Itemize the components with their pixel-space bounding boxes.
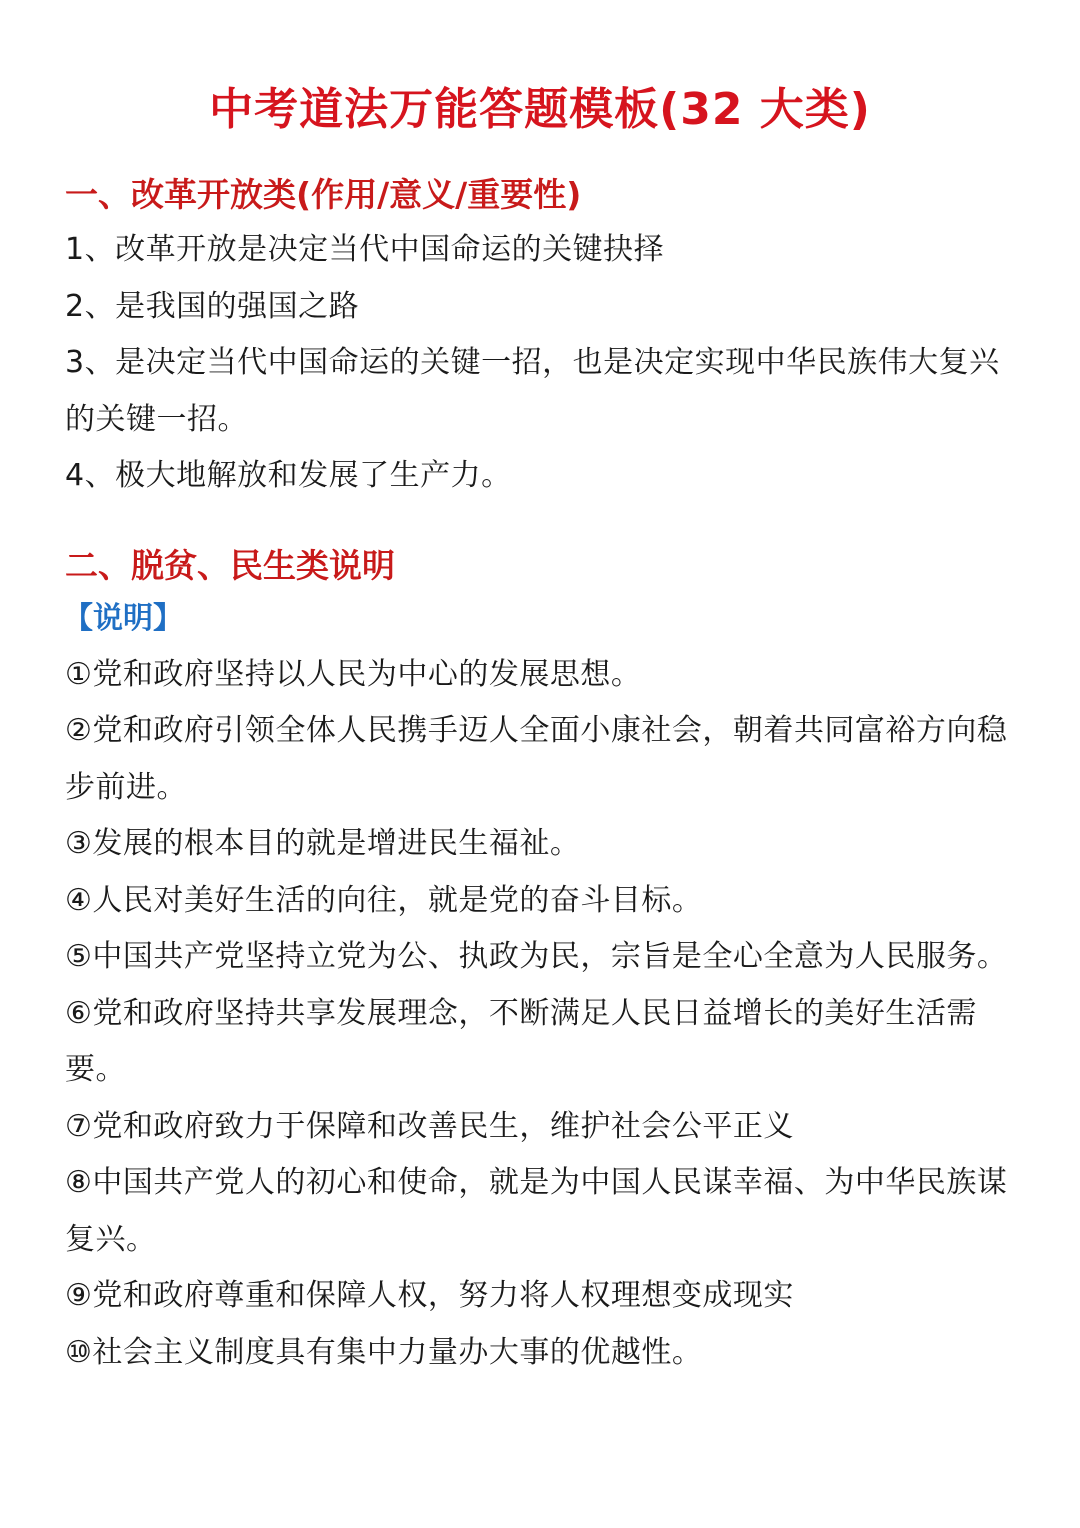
explanation-label: 【说明】 — [63, 600, 183, 636]
answer-list — [65, 647, 1015, 1382]
list-item: ②党和政府引领全体人民携手迈人全面小康社会，朝着共同富裕方向稳步前进。 — [65, 713, 1008, 805]
list-item: ⑥党和政府坚持共享发展理念，不断满足人民日益增长的美好生活需要。 — [65, 995, 977, 1087]
section-heading: 二、脱贫、民生类说明 — [65, 545, 395, 585]
list-item: ⑦党和政府致力于保障和改善民生，维护社会公平正义 — [65, 1108, 794, 1144]
section-poverty-livelihood — [65, 541, 1015, 1382]
list-item: 4、极大地解放和发展了生产力。 — [65, 458, 512, 493]
section-reform-opening — [65, 170, 1015, 505]
document-title: 中考道法万能答题模板(32 大类) — [209, 84, 871, 135]
answer-list — [65, 222, 1015, 505]
section-heading: 一、改革开放类(作用/意义/重要性) — [65, 175, 582, 214]
list-item: ⑤中国共产党坚持立党为公、执政为民，宗旨是全心全意为人民服务。 — [65, 939, 1008, 974]
list-item: ③发展的根本目的就是增进民生福祉。 — [65, 826, 581, 861]
list-item: 2、是我国的强国之路 — [65, 288, 360, 324]
list-item: 1、改革开放是决定当代中国命运的关键抉择 — [65, 232, 665, 267]
list-item: ⑩社会主义制度具有集中力量办大事的优越性。 — [65, 1334, 703, 1370]
list-item: ④人民对美好生活的向往，就是党的奋斗目标。 — [65, 882, 703, 918]
list-item: ①党和政府坚持以人民为中心的发展思想。 — [65, 656, 642, 692]
list-item: ⑨党和政府尊重和保障人权，努力将人权理想变成现实 — [65, 1278, 794, 1313]
list-item: ⑧中国共产党人的初心和使命，就是为中国人民谋幸福、为中华民族谋复兴。 — [65, 1165, 1008, 1257]
list-item: 3、是决定当代中国命运的关键一招，也是决定实现中华民族伟大复兴的关键一招。 — [65, 345, 1000, 437]
